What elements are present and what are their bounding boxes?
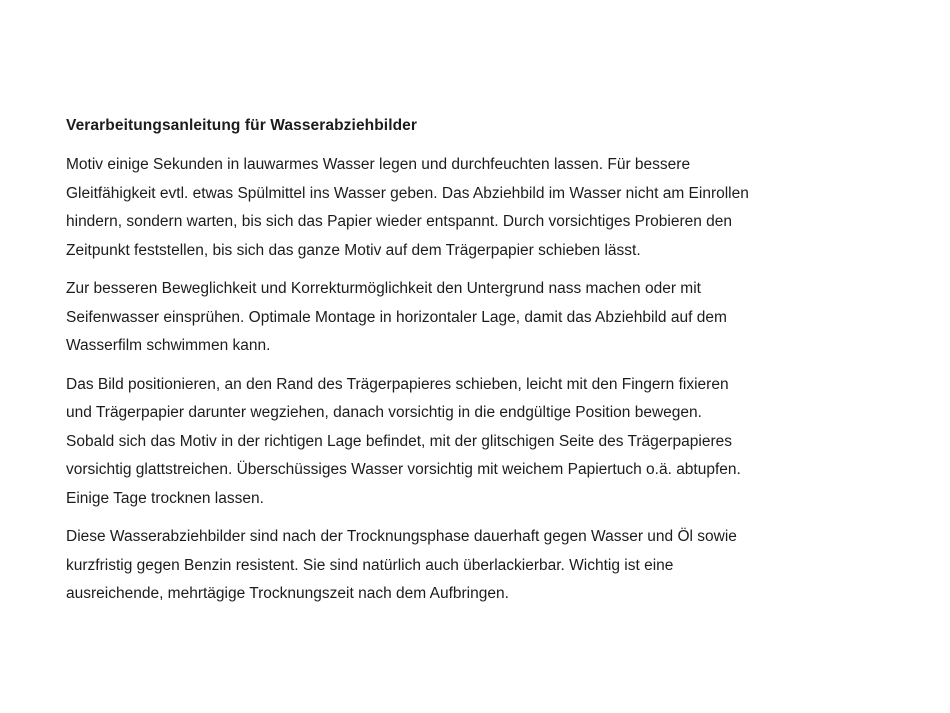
paragraph-soaking (66, 151, 896, 265)
text-line: Seifenwasser einsprühen. Optimale Montage in horizontaler Lage, damit das Abziehbild auf dem (66, 308, 727, 326)
text-line: hindern, sondern warten, bis sich das Papier wieder entspannt. Durch vorsichtiges Probieren den (66, 213, 733, 230)
text-line: Diese Wasserabziehbilder sind nach der Trocknungsphase dauerhaft gegen Wasser und Öl sowie (66, 528, 737, 545)
text-line: Gleitfähigkeit evtl. etwas Spülmittel ins Wasser geben. Das Abziehbild im Wasser nicht am Einrollen (66, 184, 749, 202)
text-line: vorsichtig glattstreichen. Überschüssiges Wasser vorsichtig mit weichem Papiertuch o.ä. abtupfen. (66, 461, 741, 478)
paragraph-surface-prep (66, 275, 896, 361)
text-line: Zur besseren Beweglichkeit und Korrekturmöglichkeit den Untergrund nass machen oder mit (66, 280, 701, 297)
text-line: ausreichende, mehrtägige Trocknungszeit nach dem Aufbringen. (66, 585, 509, 602)
text-line: Zeitpunkt feststellen, bis sich das ganze Motiv auf dem Trägerpapier schieben lässt. (66, 241, 641, 259)
text-line: und Trägerpapier darunter wegziehen, danach vorsichtig in die endgültige Position bewegen. (66, 404, 702, 421)
text-line: kurzfristig gegen Benzin resistent. Sie sind natürlich auch überlackierbar. Wichtig ist eine (66, 556, 674, 574)
text-line: Das Bild positionieren, an den Rand des Trägerpapieres schieben, leicht mit den Fingern fixieren (66, 375, 729, 393)
paragraph-positioning (66, 371, 896, 514)
text-line: Einige Tage trocknen lassen. (66, 489, 264, 507)
document-title: Verarbeitungsanleitung für Wasserabziehbilder (66, 117, 418, 134)
paragraph-durability (66, 523, 896, 609)
text-line: Wasserfilm schwimmen kann. (66, 337, 271, 354)
text-line: Motiv einige Sekunden in lauwarmes Wasser legen und durchfeuchten lassen. Für bessere (66, 156, 691, 173)
text-line: Sobald sich das Motiv in der richtigen Lage befindet, mit der glitschigen Seite des Trägerpapieres (66, 432, 733, 450)
